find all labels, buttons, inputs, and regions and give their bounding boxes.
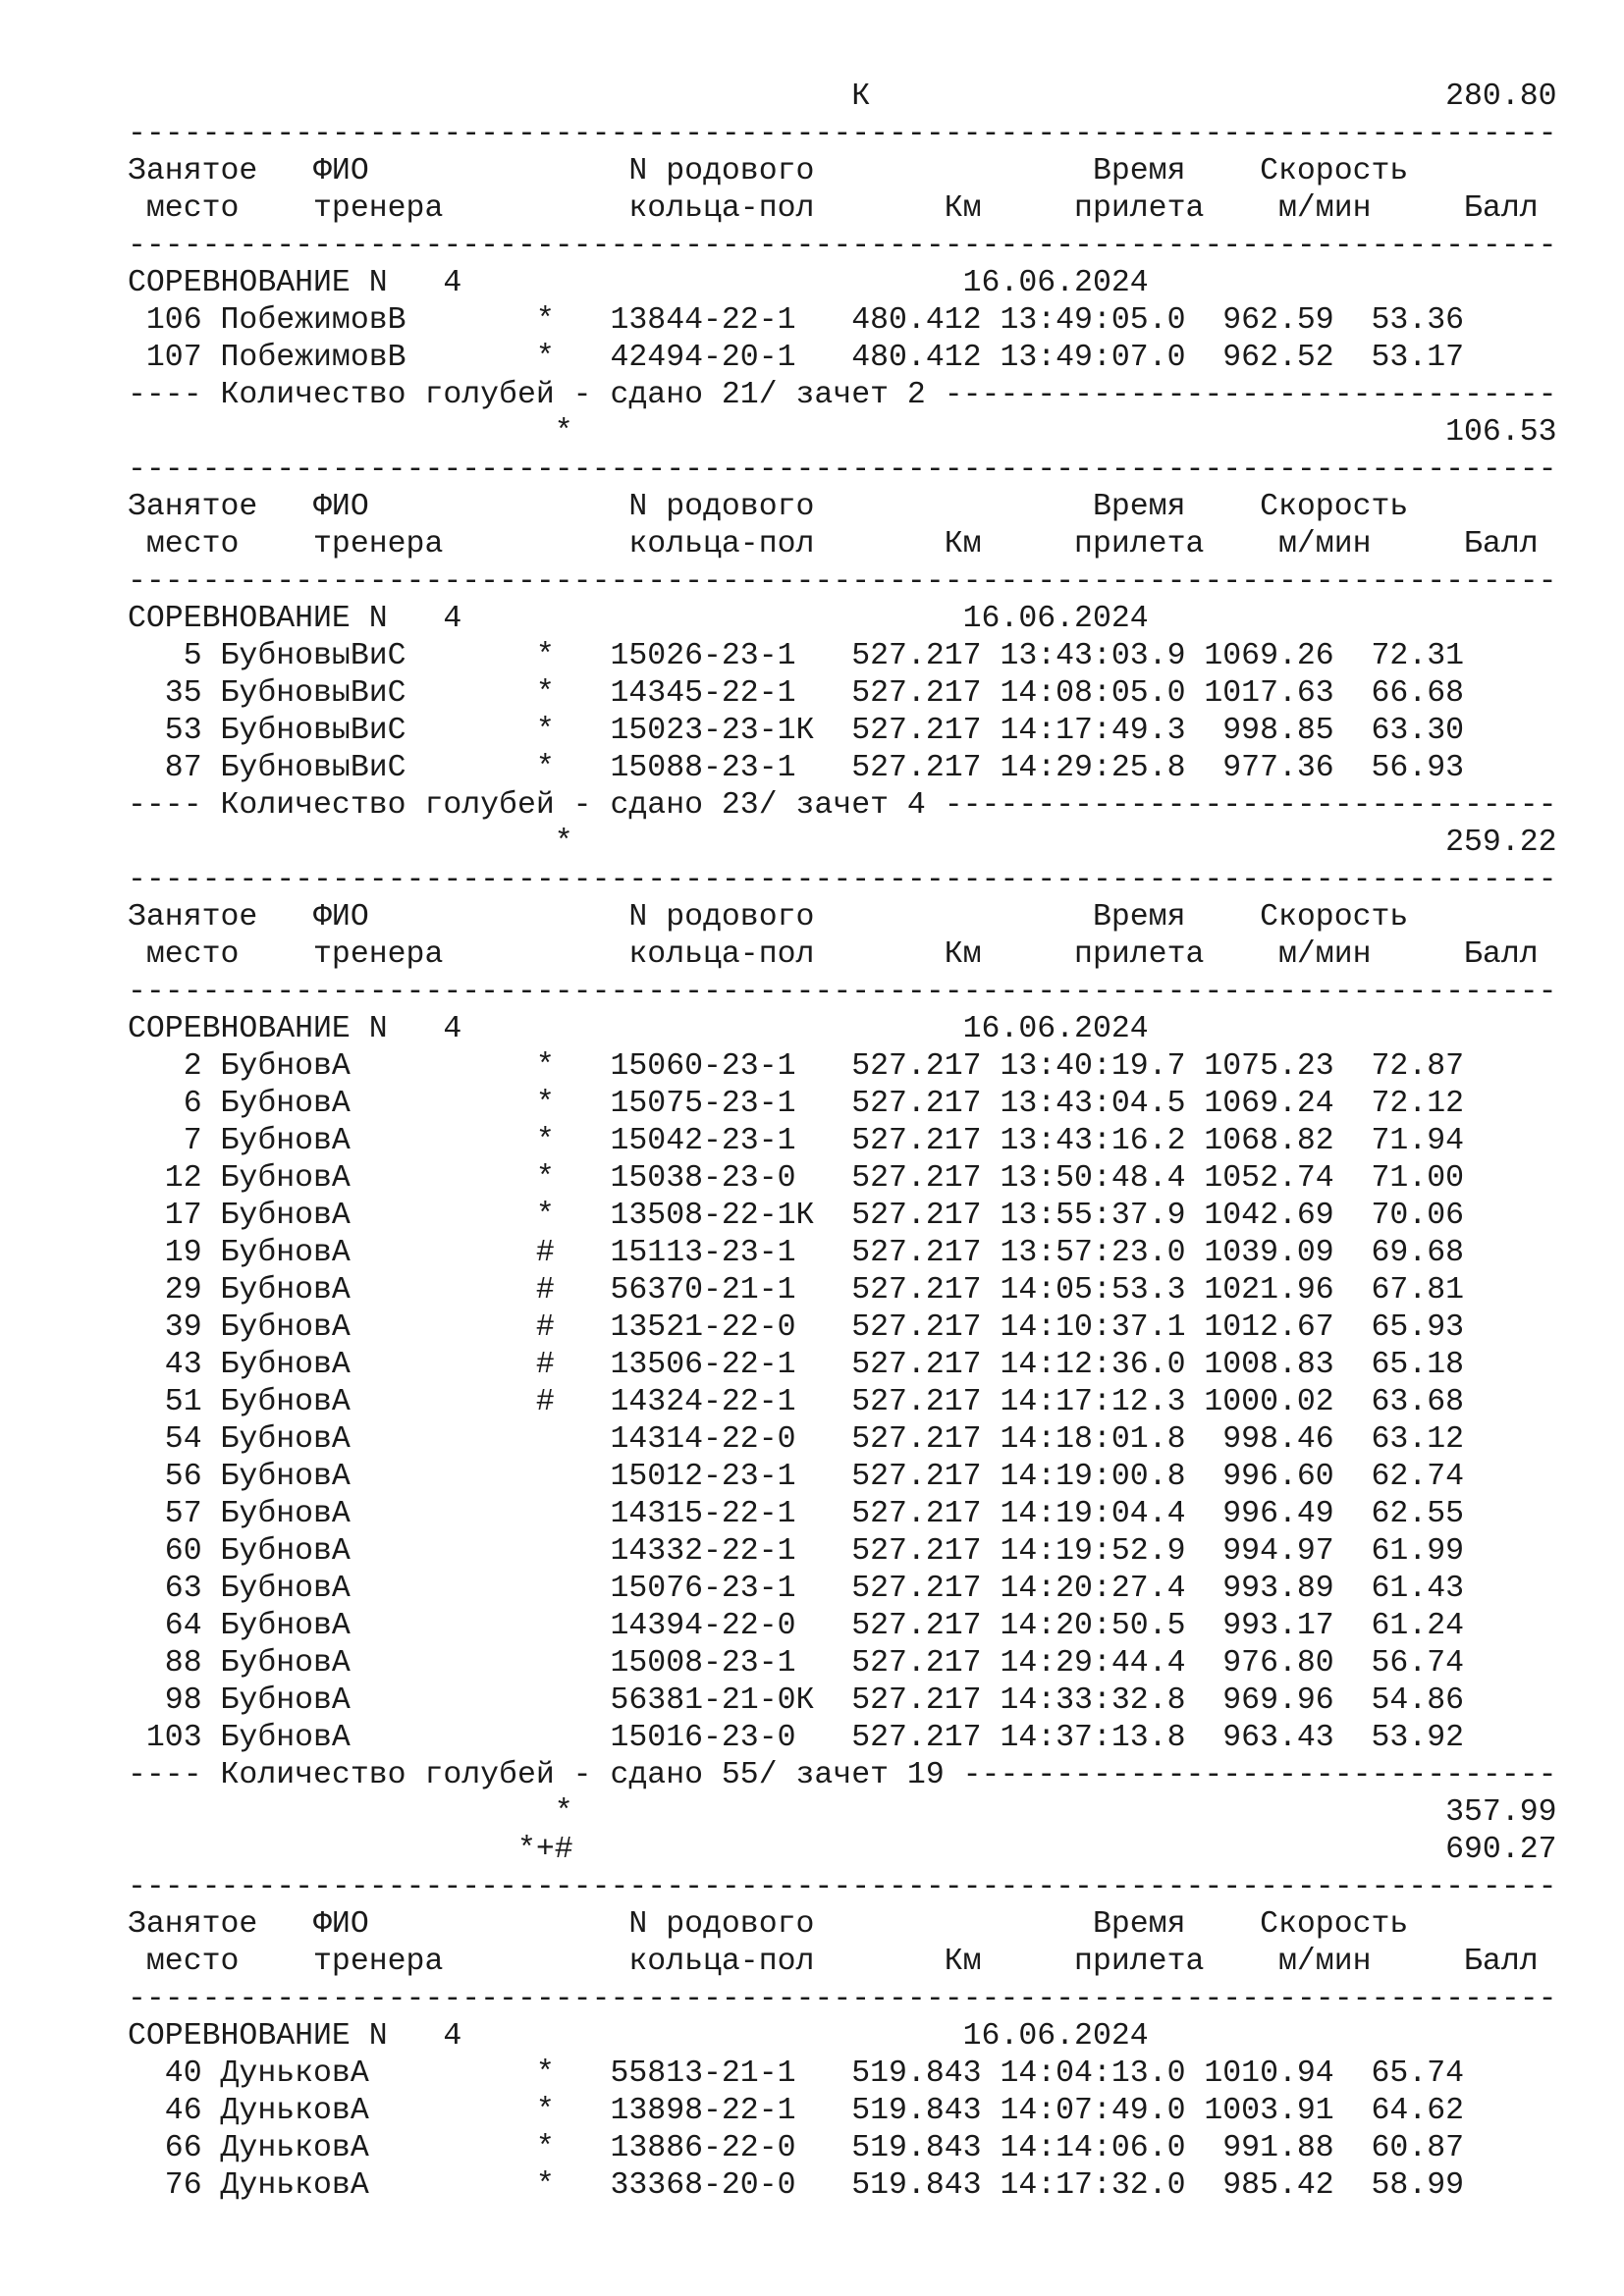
- result-row: 19 БубновА # 15113-23-1 527.217 13:57:23.0 1039.09 69.68: [128, 1236, 1465, 1270]
- result-row: 66 ДуньковА * 13886-22-0 519.843 14:14:06.0 991.88 60.87: [128, 2131, 1465, 2165]
- summary-line: ---- Количество голубей - сдано 23/ зачет 4 ---------------------------------: [128, 788, 1557, 823]
- result-row: 7 БубновА * 15042-23-1 527.217 13:43:16.2 1068.82 71.94: [128, 1124, 1465, 1158]
- column-header-row-2: место тренера кольца-пол Км прилета м/мин Балл: [128, 527, 1539, 561]
- competition-title: СОРЕВНОВАНИЕ N 4 16.06.2024: [128, 1012, 1149, 1046]
- competition-title: СОРЕВНОВАНИЕ N 4 16.06.2024: [128, 602, 1149, 636]
- result-row: 43 БубновА # 13506-22-1 527.217 14:12:36.0 1008.83 65.18: [128, 1348, 1465, 1382]
- result-row: 5 БубновыВиС * 15026-23-1 527.217 13:43:03.9 1069.26 72.31: [128, 639, 1465, 673]
- result-row: 88 БубновА 15008-23-1 527.217 14:29:44.4 976.80 56.74: [128, 1646, 1465, 1681]
- result-row: 76 ДуньковА * 33368-20-0 519.843 14:17:32.0 985.42 58.99: [128, 2168, 1465, 2203]
- divider-line: -----------------------------------------------------------------------------: [128, 564, 1557, 599]
- results-printout: [128, 79, 1557, 2205]
- column-header-row-1: Занятое ФИО N родового Время Скорость: [128, 490, 1409, 524]
- result-row: 51 БубновА # 14324-22-1 527.217 14:17:12.3 1000.02 63.68: [128, 1385, 1465, 1419]
- summary-line: ---- Количество голубей - сдано 55/ зачет 19 --------------------------------: [128, 1758, 1557, 1792]
- top-summary-line: К 280.80: [128, 80, 1557, 114]
- result-row: 87 БубновыВиС * 15088-23-1 527.217 14:29:25.8 977.36 56.93: [128, 751, 1465, 785]
- result-row: 2 БубновА * 15060-23-1 527.217 13:40:19.7 1075.23 72.87: [128, 1049, 1465, 1084]
- total-line: * 357.99: [128, 1795, 1557, 1830]
- result-row: 35 БубновыВиС * 14345-22-1 527.217 14:08:05.0 1017.63 66.68: [128, 676, 1465, 711]
- result-row: 12 БубновА * 15038-23-0 527.217 13:50:48.4 1052.74 71.00: [128, 1161, 1465, 1196]
- result-row: 106 ПобежимовВ * 13844-22-1 480.412 13:49:05.0 962.59 53.36: [128, 303, 1465, 338]
- column-header-row-1: Занятое ФИО N родового Время Скорость: [128, 1907, 1409, 1942]
- result-row: 107 ПобежимовВ * 42494-20-1 480.412 13:49:07.0 962.52 53.17: [128, 341, 1465, 375]
- result-row: 40 ДуньковА * 55813-21-1 519.843 14:04:13.0 1010.94 65.74: [128, 2056, 1465, 2091]
- column-header-row-2: место тренера кольца-пол Км прилета м/мин Балл: [128, 191, 1539, 226]
- result-row: 63 БубновА 15076-23-1 527.217 14:20:27.4 993.89 61.43: [128, 1572, 1465, 1606]
- total-line: *+# 690.27: [128, 1833, 1557, 1867]
- result-row: 98 БубновА 56381-21-0К 527.217 14:33:32.8 969.96 54.86: [128, 1683, 1465, 1718]
- result-row: 46 ДуньковА * 13898-22-1 519.843 14:07:49.0 1003.91 64.62: [128, 2094, 1465, 2128]
- divider-line: -----------------------------------------------------------------------------: [128, 229, 1557, 263]
- column-header-row-2: место тренера кольца-пол Км прилета м/мин Балл: [128, 937, 1539, 972]
- column-header-row-1: Занятое ФИО N родового Время Скорость: [128, 154, 1409, 188]
- result-row: 60 БубновА 14332-22-1 527.217 14:19:52.9 994.97 61.99: [128, 1534, 1465, 1569]
- competition-title: СОРЕВНОВАНИЕ N 4 16.06.2024: [128, 2019, 1149, 2054]
- result-row: 54 БубновА 14314-22-0 527.217 14:18:01.8 998.46 63.12: [128, 1422, 1465, 1457]
- divider-line: -----------------------------------------------------------------------------: [128, 1870, 1557, 1904]
- result-row: 103 БубновА 15016-23-0 527.217 14:37:13.8 963.43 53.92: [128, 1721, 1465, 1755]
- result-row: 56 БубновА 15012-23-1 527.217 14:19:00.8 996.60 62.74: [128, 1460, 1465, 1494]
- divider-line: -----------------------------------------------------------------------------: [128, 453, 1557, 487]
- result-row: 6 БубновА * 15075-23-1 527.217 13:43:04.5 1069.24 72.12: [128, 1087, 1465, 1121]
- column-header-row-2: место тренера кольца-пол Км прилета м/мин Балл: [128, 1945, 1539, 1979]
- divider-line: -----------------------------------------------------------------------------: [128, 863, 1557, 897]
- summary-line: ---- Количество голубей - сдано 21/ зачет 2 ---------------------------------: [128, 378, 1557, 412]
- result-row: 29 БубновА # 56370-21-1 527.217 14:05:53.3 1021.96 67.81: [128, 1273, 1465, 1308]
- divider-line: -----------------------------------------------------------------------------: [128, 1982, 1557, 2016]
- result-row: 17 БубновА * 13508-22-1К 527.217 13:55:37.9 1042.69 70.06: [128, 1199, 1465, 1233]
- divider-line: -----------------------------------------------------------------------------: [128, 117, 1557, 151]
- column-header-row-1: Занятое ФИО N родового Время Скорость: [128, 900, 1409, 934]
- competition-title: СОРЕВНОВАНИЕ N 4 16.06.2024: [128, 266, 1149, 300]
- result-row: 57 БубновА 14315-22-1 527.217 14:19:04.4 996.49 62.55: [128, 1497, 1465, 1531]
- result-row: 53 БубновыВиС * 15023-23-1К 527.217 14:17:49.3 998.85 63.30: [128, 714, 1465, 748]
- divider-line: -----------------------------------------------------------------------------: [128, 975, 1557, 1009]
- result-row: 64 БубновА 14394-22-0 527.217 14:20:50.5 993.17 61.24: [128, 1609, 1465, 1643]
- total-line: * 106.53: [128, 415, 1557, 450]
- result-row: 39 БубновА # 13521-22-0 527.217 14:10:37.1 1012.67 65.93: [128, 1310, 1465, 1345]
- total-line: * 259.22: [128, 826, 1557, 860]
